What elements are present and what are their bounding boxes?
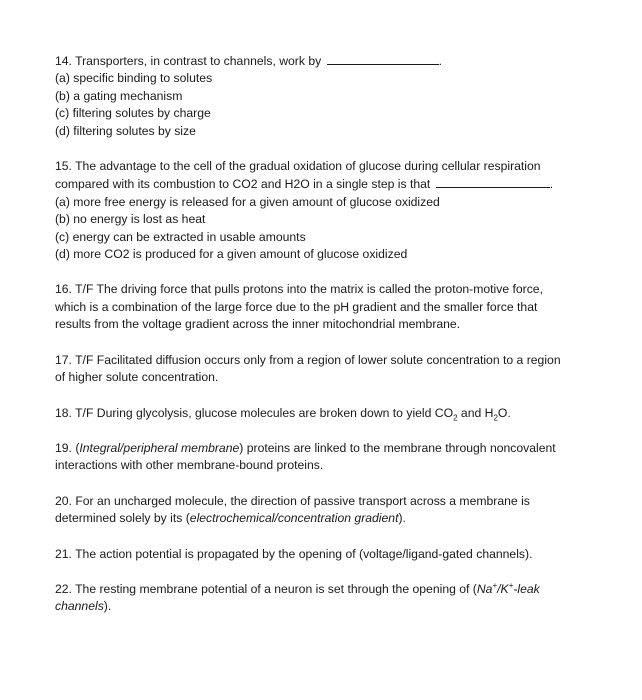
question-21: 21. The action potential is propagated by the opening of (voltage/ligand-gated channels). [55, 546, 533, 561]
question-14-stem: 14. Transporters, in contrast to channels, work by [55, 54, 322, 68]
question-16-line: results from the voltage gradient across the inner mitochondrial membrane. [55, 317, 461, 332]
question-17-line: of higher solute concentration. [55, 370, 219, 385]
choice-text: channels [55, 599, 104, 614]
option-a: (a) more free energy is released for a given amount of glucose oxidized [55, 194, 440, 209]
question-16 [55, 281, 600, 333]
choice-text: electrochemical/concentration gradient [189, 511, 399, 526]
option-b: (b) a gating mechanism [55, 88, 183, 103]
option-a: (a) specific binding to solutes [55, 71, 213, 86]
choice-text: Na+/K+-leak [476, 580, 540, 596]
question-20: 20. For an uncharged molecule, the direction of passive transport across a membrane is determined solely by its (electrochemical/concentration gradient). [55, 493, 530, 526]
question-22: 22. The resting membrane potential of a neuron is set through the opening of (Na+/K+-leak channels). [55, 580, 540, 614]
question-17-line: 17. T/F Facilitated diffusion occurs only from a region of lower solute concentration to a region [55, 352, 561, 367]
question-18: 18. T/F During glycolysis, glucose molecules are broken down to yield $CO_2$ and $H_2O$. [55, 405, 511, 422]
answer-blank[interactable] [436, 175, 550, 188]
question-17 [55, 352, 600, 387]
answer-blank[interactable] [327, 52, 439, 65]
question-15-stem: 15. The advantage to the cell of the gradual oxidation of glucose during cellular respiration [55, 159, 541, 174]
option-c: (c) energy can be extracted in usable amounts [55, 229, 306, 244]
question-19: 19. (Integral/peripheral membrane) proteins are linked to the membrane through noncovalent interactions with other membrane-bound proteins. [55, 440, 556, 473]
question-16-line: which is a combination of the large force due to the pH gradient and the smaller force that [55, 299, 538, 314]
question-15-stem-cont: compared with its combustion to CO2 and H2O in a single step is that [55, 177, 431, 192]
option-d: (d) more CO2 is produced for a given amount of glucose oxidized [55, 247, 408, 262]
worksheet [55, 52, 600, 616]
option-c: (c) filtering solutes by charge [55, 106, 211, 121]
option-b: (b) no energy is lost as heat [55, 212, 206, 227]
question-16-line: 16. T/F The driving force that pulls protons into the matrix is called the proton-motive force, [55, 282, 543, 297]
question-15: 15. The advantage to the cell of the gradual oxidation of glucose during cellular respiration compared with its combustion to CO2 and H2O in a single step is that . (a) more free energy is released for a given amount of glucose oxidized (b) no energy is lost as heat (c) energy can be extracted in usable amounts (d) more CO2 is produced for a given amount of glucose oxidized [55, 158, 600, 263]
option-d: (d) filtering solutes by size [55, 123, 196, 138]
choice-text: Integral/peripheral membrane [79, 440, 240, 455]
question-14: 14. Transporters, in contrast to channels, work by . (a) specific binding to solutes (b) a gating mechanism (c) filtering solutes by charge (d) filtering solutes by size [55, 52, 600, 140]
